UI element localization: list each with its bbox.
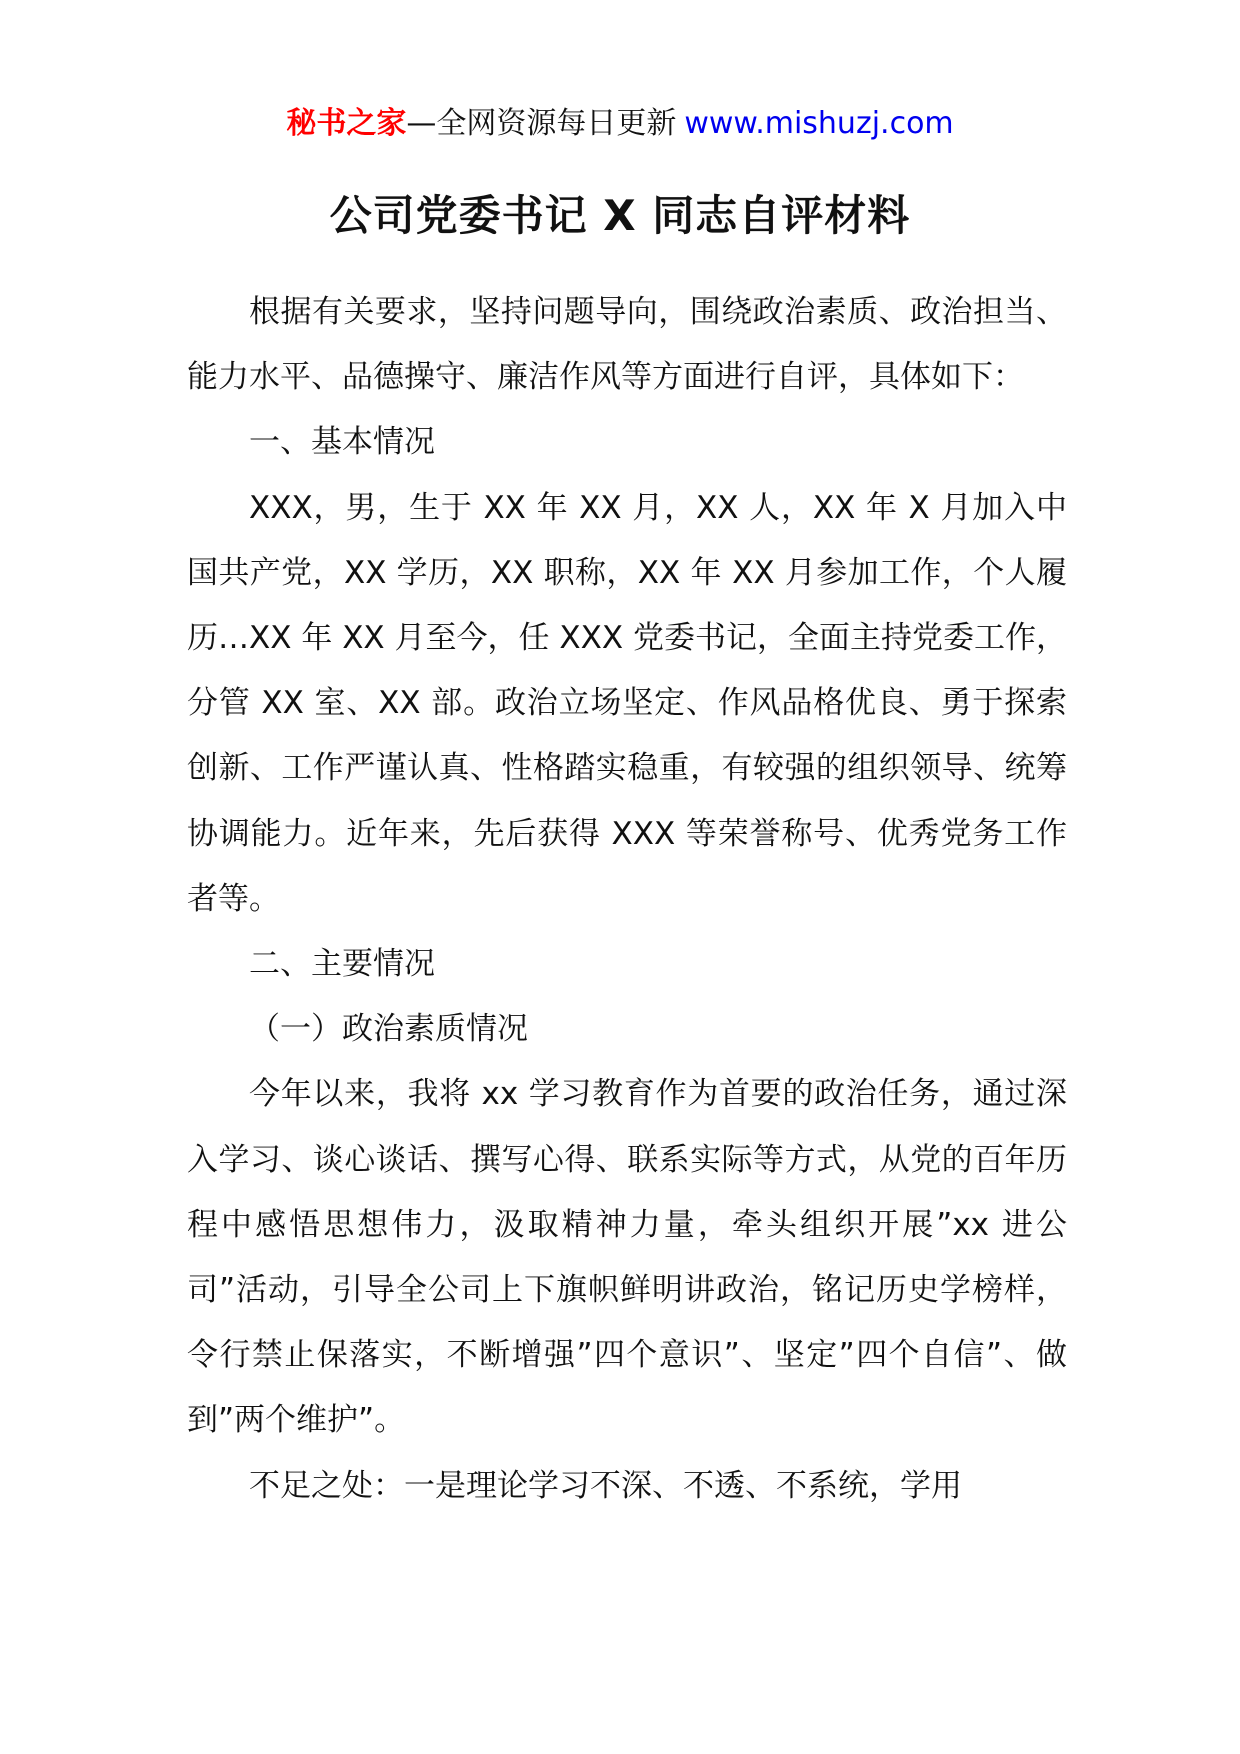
site-header [0, 100, 1240, 148]
shortcomings-paragraph: 不足之处：一是理论学习不深、不透、不系统，学用 [249, 1467, 962, 1504]
intro-paragraph: 根据有关要求，坚持问题导向，围绕政治素质、政治担当、能力水平、品德操守、廉洁作风等方面进行自评，具体如下： [187, 294, 1067, 396]
section-heading-basic-info: 一、基本情况 [249, 424, 435, 461]
basic-info-paragraph: XXX，男，生于 XX 年 XX 月，XX 人，XX 年 X 月加入中国共产党，XX 学历，XX 职称，XX 年 XX 月参加工作，个人履历…XX 年 XX 月至今，任 XXX 党委书记，全面主持党委工作，分管 XX 室、XX 部。政治立场坚定、作风品格优良、勇于探索创新、工作严谨认真、性格踏实稳重，有较强的组织领导、统筹协调能力。近年来，先后获得 XXX 等荣誉称号、优秀党务工作者等。 [187, 489, 1067, 917]
subsection-heading-political-quality: （一）政治素质情况 [249, 1011, 528, 1048]
brand-name: 秘书之家 [286, 106, 407, 141]
political-quality-paragraph: 今年以来，我将 xx 学习教育作为首要的政治任务，通过深入学习、谈心谈话、撰写心得、联系实际等方式，从党的百年历程中感悟思想伟力，汲取精神力量，牵头组织开展”xx 进公司”活动，引导全公司上下旗帜鲜明讲政治，铭记历史学榜样，令行禁止保落实，不断增强”四个意识”、坚定”四个自信”、做到”两个维护”。 [187, 1076, 1067, 1439]
section-heading-main-info: 二、主要情况 [249, 946, 435, 983]
site-url-link[interactable]: www.mishuzj.com [684, 106, 954, 141]
document-title: 公司党委书记 X 同志自评材料 [329, 191, 911, 240]
document-body [187, 280, 1067, 1519]
site-tagline: —全网资源每日更新 [406, 106, 677, 141]
